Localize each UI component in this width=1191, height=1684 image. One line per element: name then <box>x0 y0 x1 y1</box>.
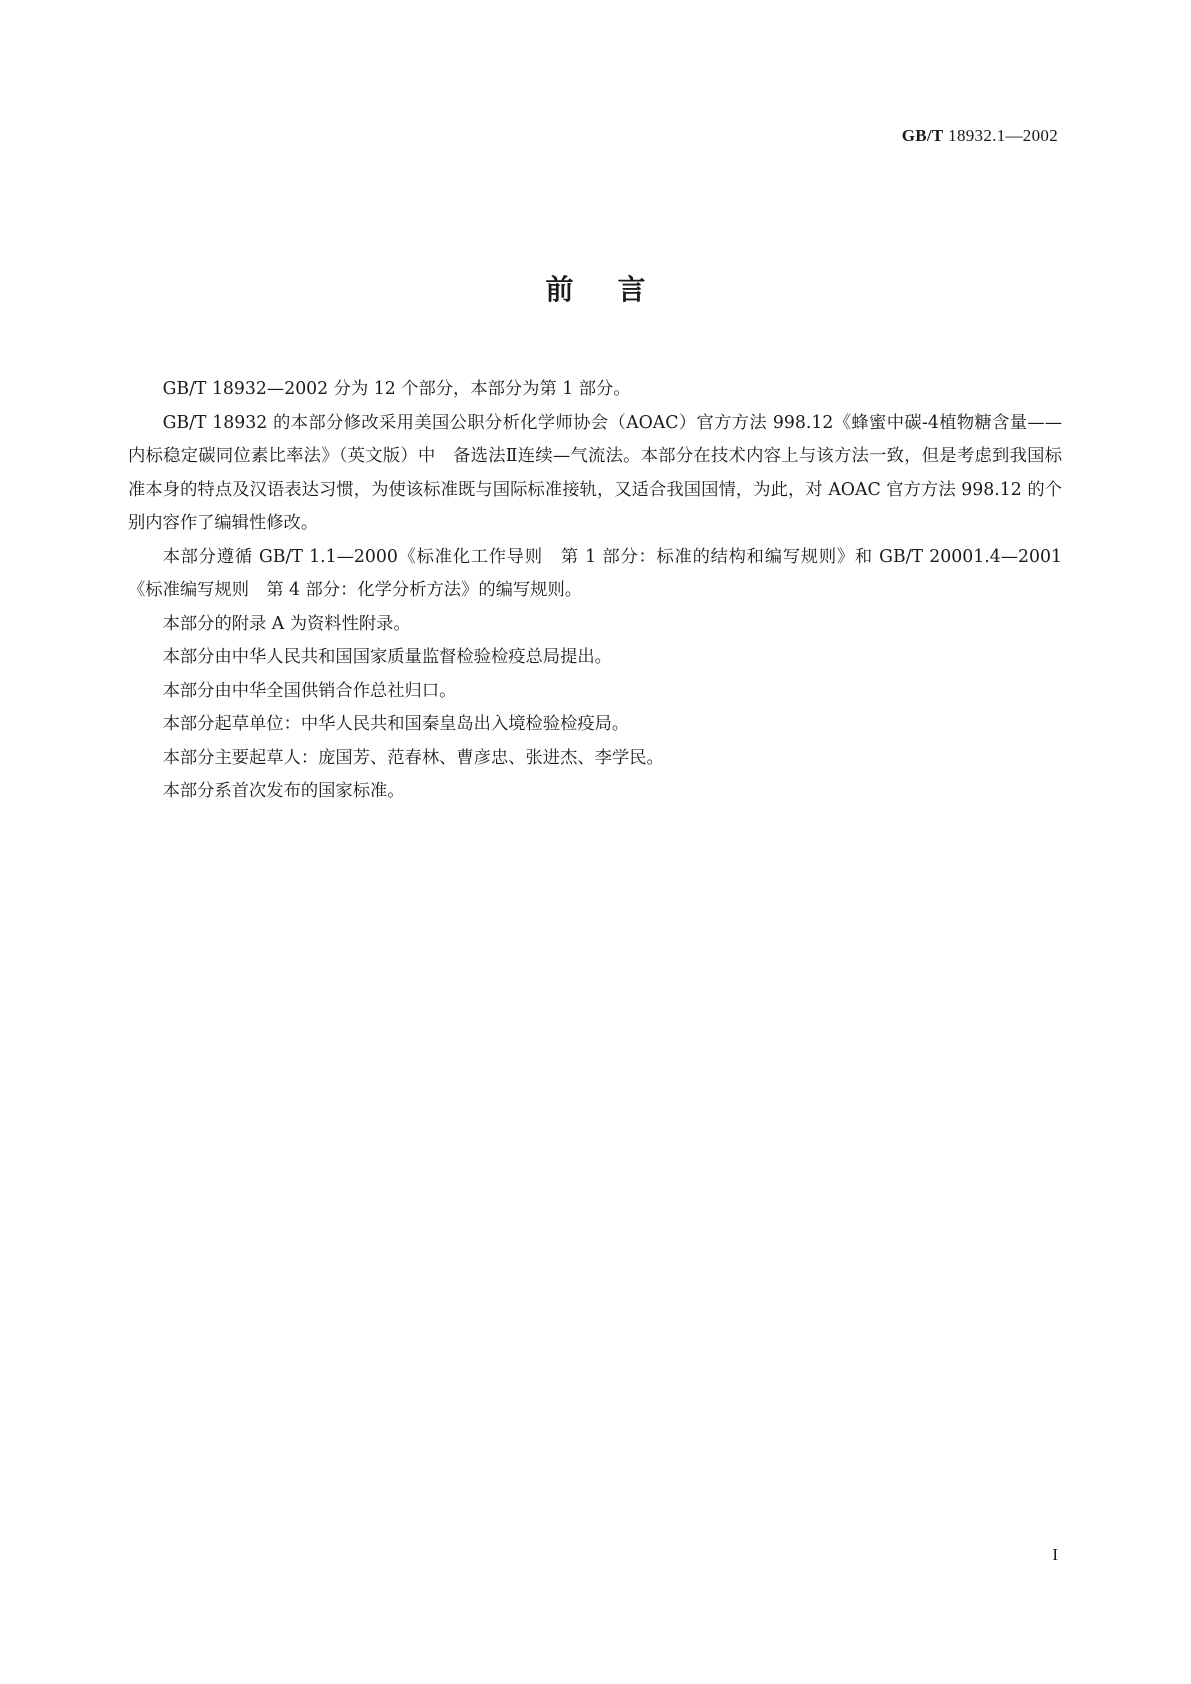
paragraph-annex: 本部分的附录 A 为资料性附录。 <box>162 613 411 634</box>
paragraph-parts-count: GB/T 18932—2002 分为 12 个部分，本部分为第 1 部分。 <box>162 379 631 399</box>
standard-number-header <box>902 126 1058 146</box>
standard-prefix: GB/T <box>901 126 944 145</box>
standard-number: 18932.1—2002 <box>948 126 1058 145</box>
paragraph-drafters: 本部分主要起草人：庞国芳、范春林、曹彦忠、张进杰、李学民。 <box>162 747 664 768</box>
paragraph-drafting-rules: 本部分遵循 GB/T 1.1—2000《标准化工作导则 第 1 部分：标准的结构和编写规则》和 GB/T 20001.4—2001《标准编写规则 第 4 部分：化学分析方法》的编写规则。 <box>128 546 1062 600</box>
paragraph-first-release: 本部分系首次发布的国家标准。 <box>162 781 405 801</box>
page-title: 前言 <box>545 273 690 306</box>
page-number: I <box>1052 1545 1058 1564</box>
foreword-body <box>128 373 1062 809</box>
paragraph-administrator: 本部分由中华全国供销合作总社归口。 <box>162 680 457 701</box>
paragraph-drafting-unit: 本部分起草单位：中华人民共和国秦皇岛出入境检验检疫局。 <box>162 714 630 734</box>
paragraph-adoption: GB/T 18932 的本部分修改采用美国公职分析化学师协会（AOAC）官方方法 998.12《蜂蜜中碳-4植物糖含量——内标稳定碳同位素比率法》（英文版）中 备选法Ⅱ连续—气流法。本部分在技术内容上与该方法一致，但是考虑到我国标准本身的特点及汉语表达习惯，为使该标准既与国际标准接轨，又适合我国国情，为此，对 AOAC 官方方法 998.12 的个别内容作了编辑性修改。 <box>128 412 1062 533</box>
paragraph-proposer: 本部分由中华人民共和国国家质量监督检验检疫总局提出。 <box>162 647 612 667</box>
